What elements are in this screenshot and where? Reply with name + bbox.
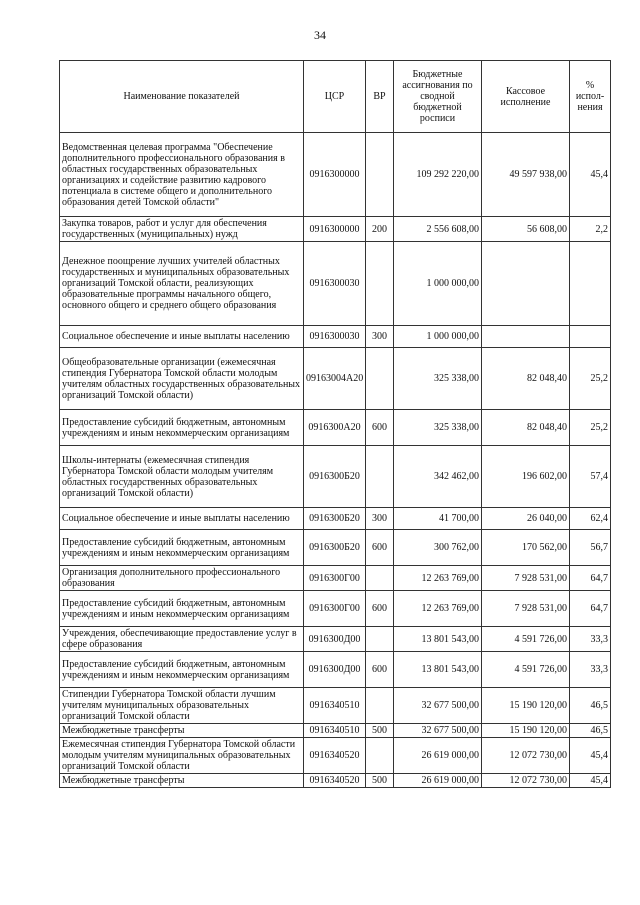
- cell-vr: [366, 242, 394, 326]
- cell-cash: 15 190 120,00: [482, 688, 570, 724]
- cell-csr: 0916300000: [304, 217, 366, 242]
- cell-name: Предоставление субсидий бюджетным, автономным учреждениям и иным некоммерческим организациям: [60, 652, 304, 688]
- cell-name: Ежемесячная стипендия Губернатора Томской области молодым учителям муниципальных образовательных организаций Томской области: [60, 738, 304, 774]
- cell-budget: 1 000 000,00: [394, 326, 482, 348]
- cell-cash: 15 190 120,00: [482, 724, 570, 738]
- table-row: [60, 566, 611, 591]
- cell-cash: 49 597 938,00: [482, 133, 570, 217]
- cell-csr: 0916300030: [304, 242, 366, 326]
- cell-vr: [366, 627, 394, 652]
- cell-budget: 300 762,00: [394, 530, 482, 566]
- cell-name: Школы-интернаты (ежемесячная стипендия Губернатора Томской области молодым учителям областных государственных образовательных организаций Томской области): [60, 446, 304, 508]
- cell-csr: 0916300Б20: [304, 530, 366, 566]
- table-row: [60, 774, 611, 788]
- cell-name: Общеобразовательные организации (ежемесячная стипендия Губернатора Томской области молодым учителям областных государственных образовательных организаций Томской области): [60, 348, 304, 410]
- cell-budget: 26 619 000,00: [394, 738, 482, 774]
- cell-pct: 56,7: [570, 530, 611, 566]
- cell-pct: 2,2: [570, 217, 611, 242]
- cell-name: Денежное поощрение лучших учителей областных государственных и муниципальных образовательных организаций Томской области, реализующих образовательные программы начального общего, основного общего и среднего общего образования: [60, 242, 304, 326]
- cell-cash: 82 048,40: [482, 410, 570, 446]
- cell-vr: 600: [366, 530, 394, 566]
- cell-cash: [482, 242, 570, 326]
- cell-vr: [366, 738, 394, 774]
- cell-csr: 0916300Д00: [304, 627, 366, 652]
- table-row: [60, 724, 611, 738]
- cell-pct: 57,4: [570, 446, 611, 508]
- table-row: [60, 217, 611, 242]
- header-csr: ЦСР: [304, 61, 366, 133]
- cell-pct: 62,4: [570, 508, 611, 530]
- cell-pct: 64,7: [570, 566, 611, 591]
- table-row: [60, 446, 611, 508]
- cell-name: Социальное обеспечение и иные выплаты населению: [60, 508, 304, 530]
- table-row: [60, 627, 611, 652]
- cell-name: Межбюджетные трансферты: [60, 774, 304, 788]
- cell-vr: 600: [366, 652, 394, 688]
- table-row: [60, 133, 611, 217]
- cell-csr: 0916300Д00: [304, 652, 366, 688]
- cell-budget: 13 801 543,00: [394, 627, 482, 652]
- cell-csr: 0916300000: [304, 133, 366, 217]
- budget-table: [59, 60, 611, 788]
- cell-vr: 600: [366, 591, 394, 627]
- cell-pct: 46,5: [570, 724, 611, 738]
- cell-name: Учреждения, обеспечивающие предоставление услуг в сфере образования: [60, 627, 304, 652]
- cell-budget: 26 619 000,00: [394, 774, 482, 788]
- cell-budget: 109 292 220,00: [394, 133, 482, 217]
- header-pct: % испол-нения: [570, 61, 611, 133]
- cell-budget: 325 338,00: [394, 410, 482, 446]
- cell-budget: 325 338,00: [394, 348, 482, 410]
- cell-name: Закупка товаров, работ и услуг для обеспечения государственных (муниципальных) нужд: [60, 217, 304, 242]
- cell-budget: 41 700,00: [394, 508, 482, 530]
- cell-vr: [366, 446, 394, 508]
- cell-name: Социальное обеспечение и иные выплаты населению: [60, 326, 304, 348]
- header-cash: Кассовое исполнение: [482, 61, 570, 133]
- cell-budget: 32 677 500,00: [394, 688, 482, 724]
- cell-cash: 82 048,40: [482, 348, 570, 410]
- header-name: Наименование показателей: [60, 61, 304, 133]
- cell-name: Ведомственная целевая программа "Обеспечение дополнительного профессионального образования в областных государственных образовательных организациях и содействие развитию кадрового потенциала в системе общего и дополнительного образования детей Томской области": [60, 133, 304, 217]
- cell-pct: 45,4: [570, 774, 611, 788]
- cell-csr: 0916300Г00: [304, 591, 366, 627]
- table-row: [60, 688, 611, 724]
- cell-budget: 2 556 608,00: [394, 217, 482, 242]
- table-row: [60, 530, 611, 566]
- cell-cash: 7 928 531,00: [482, 566, 570, 591]
- cell-budget: 12 263 769,00: [394, 566, 482, 591]
- cell-budget: 342 462,00: [394, 446, 482, 508]
- cell-budget: 1 000 000,00: [394, 242, 482, 326]
- cell-vr: [366, 688, 394, 724]
- cell-budget: 12 263 769,00: [394, 591, 482, 627]
- cell-cash: 12 072 730,00: [482, 738, 570, 774]
- table-row: [60, 508, 611, 530]
- cell-pct: [570, 326, 611, 348]
- cell-pct: [570, 242, 611, 326]
- cell-vr: 500: [366, 774, 394, 788]
- cell-csr: 0916340520: [304, 738, 366, 774]
- table-row: [60, 326, 611, 348]
- table-row: [60, 738, 611, 774]
- cell-name: Предоставление субсидий бюджетным, автономным учреждениям и иным некоммерческим организациям: [60, 530, 304, 566]
- cell-cash: 4 591 726,00: [482, 627, 570, 652]
- cell-cash: 26 040,00: [482, 508, 570, 530]
- cell-cash: 7 928 531,00: [482, 591, 570, 627]
- cell-vr: 200: [366, 217, 394, 242]
- cell-vr: 300: [366, 326, 394, 348]
- table-row: [60, 652, 611, 688]
- cell-pct: 25,2: [570, 410, 611, 446]
- cell-cash: [482, 326, 570, 348]
- cell-pct: 33,3: [570, 652, 611, 688]
- cell-cash: 56 608,00: [482, 217, 570, 242]
- cell-pct: 46,5: [570, 688, 611, 724]
- cell-cash: 196 602,00: [482, 446, 570, 508]
- table-row: [60, 591, 611, 627]
- cell-csr: 0916300А20: [304, 410, 366, 446]
- cell-vr: 500: [366, 724, 394, 738]
- cell-name: Предоставление субсидий бюджетным, автономным учреждениям и иным некоммерческим организациям: [60, 410, 304, 446]
- cell-pct: 25,2: [570, 348, 611, 410]
- cell-vr: 600: [366, 410, 394, 446]
- cell-name: Предоставление субсидий бюджетным, автономным учреждениям и иным некоммерческим организациям: [60, 591, 304, 627]
- cell-vr: [366, 133, 394, 217]
- page-number: 34: [314, 28, 326, 42]
- cell-csr: 0916300Г00: [304, 566, 366, 591]
- cell-cash: 170 562,00: [482, 530, 570, 566]
- cell-csr: 0916300Б20: [304, 446, 366, 508]
- cell-csr: 0916340520: [304, 774, 366, 788]
- table-body: [60, 133, 611, 788]
- header-budget: Бюджетные ассигнования по сводной бюджетной росписи: [394, 61, 482, 133]
- cell-vr: 300: [366, 508, 394, 530]
- cell-cash: 12 072 730,00: [482, 774, 570, 788]
- cell-name: Межбюджетные трансферты: [60, 724, 304, 738]
- cell-vr: [366, 348, 394, 410]
- cell-vr: [366, 566, 394, 591]
- table-row: [60, 242, 611, 326]
- cell-budget: 13 801 543,00: [394, 652, 482, 688]
- cell-pct: 45,4: [570, 738, 611, 774]
- cell-cash: 4 591 726,00: [482, 652, 570, 688]
- cell-csr: 0916340510: [304, 724, 366, 738]
- cell-name: Организация дополнительного профессионального образования: [60, 566, 304, 591]
- cell-pct: 45,4: [570, 133, 611, 217]
- cell-name: Стипендии Губернатора Томской области лучшим учителям муниципальных образовательных организаций Томской области: [60, 688, 304, 724]
- cell-csr: 0916300Б20: [304, 508, 366, 530]
- cell-csr: 0916340510: [304, 688, 366, 724]
- cell-csr: 0916300030: [304, 326, 366, 348]
- header-vr: ВР: [366, 61, 394, 133]
- table-row: [60, 410, 611, 446]
- cell-pct: 64,7: [570, 591, 611, 627]
- cell-csr: 09163004А20: [304, 348, 366, 410]
- cell-pct: 33,3: [570, 627, 611, 652]
- table-row: [60, 348, 611, 410]
- cell-budget: 32 677 500,00: [394, 724, 482, 738]
